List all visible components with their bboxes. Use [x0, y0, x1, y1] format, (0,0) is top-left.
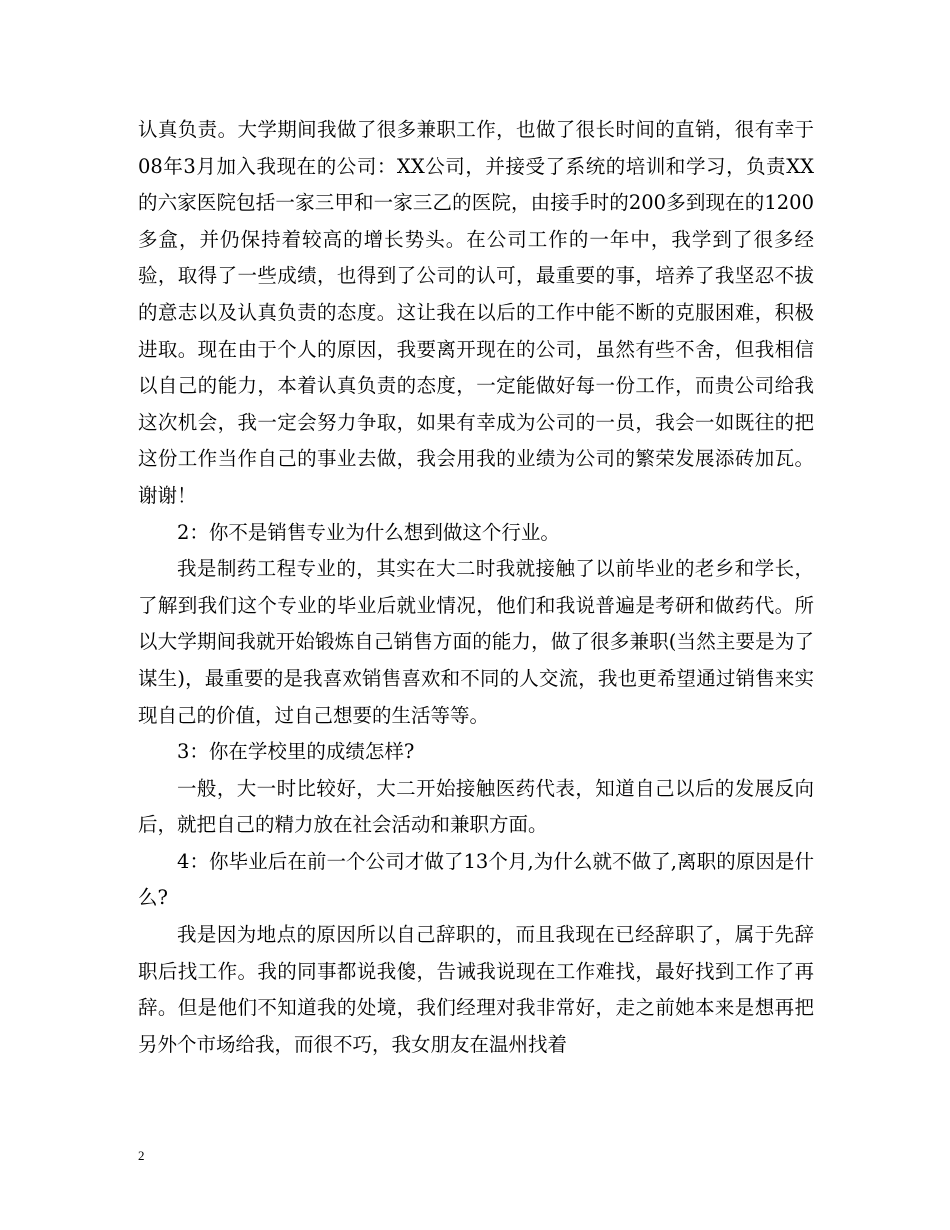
- question-3: 3：你在学校里的成绩怎样?: [177, 740, 415, 764]
- answer-4: 我是因为地点的原因所以自己辞职的，而且我现在已经辞职了，属于先辞职后找工作。我的同事都说我傻，告诫我说现在工作难找，最好找到工作了再辞。但是他们不知道我的处境，我们经理对我非常好，走之前她本来是想再把另外个市场给我，而很不巧，我女朋友在温州找着: [138, 923, 814, 1056]
- page-number: 2: [138, 1148, 145, 1163]
- answer-2: 我是制药工程专业的，其实在大二时我就接触了以前毕业的老乡和学长，了解到我们这个专业的毕业后就业情况，他们和我说普遍是考研和做药代。所以大学期间我就开始锻炼自己销售方面的能力，做了很多兼职(当然主要是为了谋生)，最重要的是我喜欢销售喜欢和不同的人交流，我也更希望通过销售来实现自己的价值，过自己想要的生活等等。: [138, 557, 814, 727]
- question-2: 2：你不是销售专业为什么想到做这个行业。: [177, 520, 560, 544]
- paragraph-1: 认真负责。大学期间我做了很多兼职工作，也做了很长时间的直销，很有幸于08年3月加入我现在的公司：XX公司，并接受了系统的培训和学习，负责XX的六家医院包括一家三甲和一家三乙的医院，由接手时的200多到现在的1200多盒，并仍保持着较高的增长势头。在公司工作的一年中，我学到了很多经验，取得了一些成绩，也得到了公司的认可，最重要的事，培养了我坚忍不拔的意志以及认真负责的态度。这让我在以后的工作中能不断的克服困难，积极进取。现在由于个人的原因，我要离开现在的公司，虽然有些不舍，但我相信以自己的能力，本着认真负责的态度，一定能做好每一份工作，而贵公司给我这次机会，我一定会努力争取，如果有幸成为公司的一员，我会一如既往的把这份工作当作自己的事业去做，我会用我的业绩为公司的繁荣发展添砖加瓦。谢谢！: [138, 118, 814, 507]
- question-4: 4：你毕业后在前一个公司才做了13个月,为什么就不做了,离职的原因是什么?: [138, 849, 814, 910]
- answer-3: 一般，大一时比较好，大二开始接触医药代表，知道自己以后的发展反向后，就把自己的精力放在社会活动和兼职方面。: [138, 776, 814, 837]
- body-text: [138, 112, 814, 1063]
